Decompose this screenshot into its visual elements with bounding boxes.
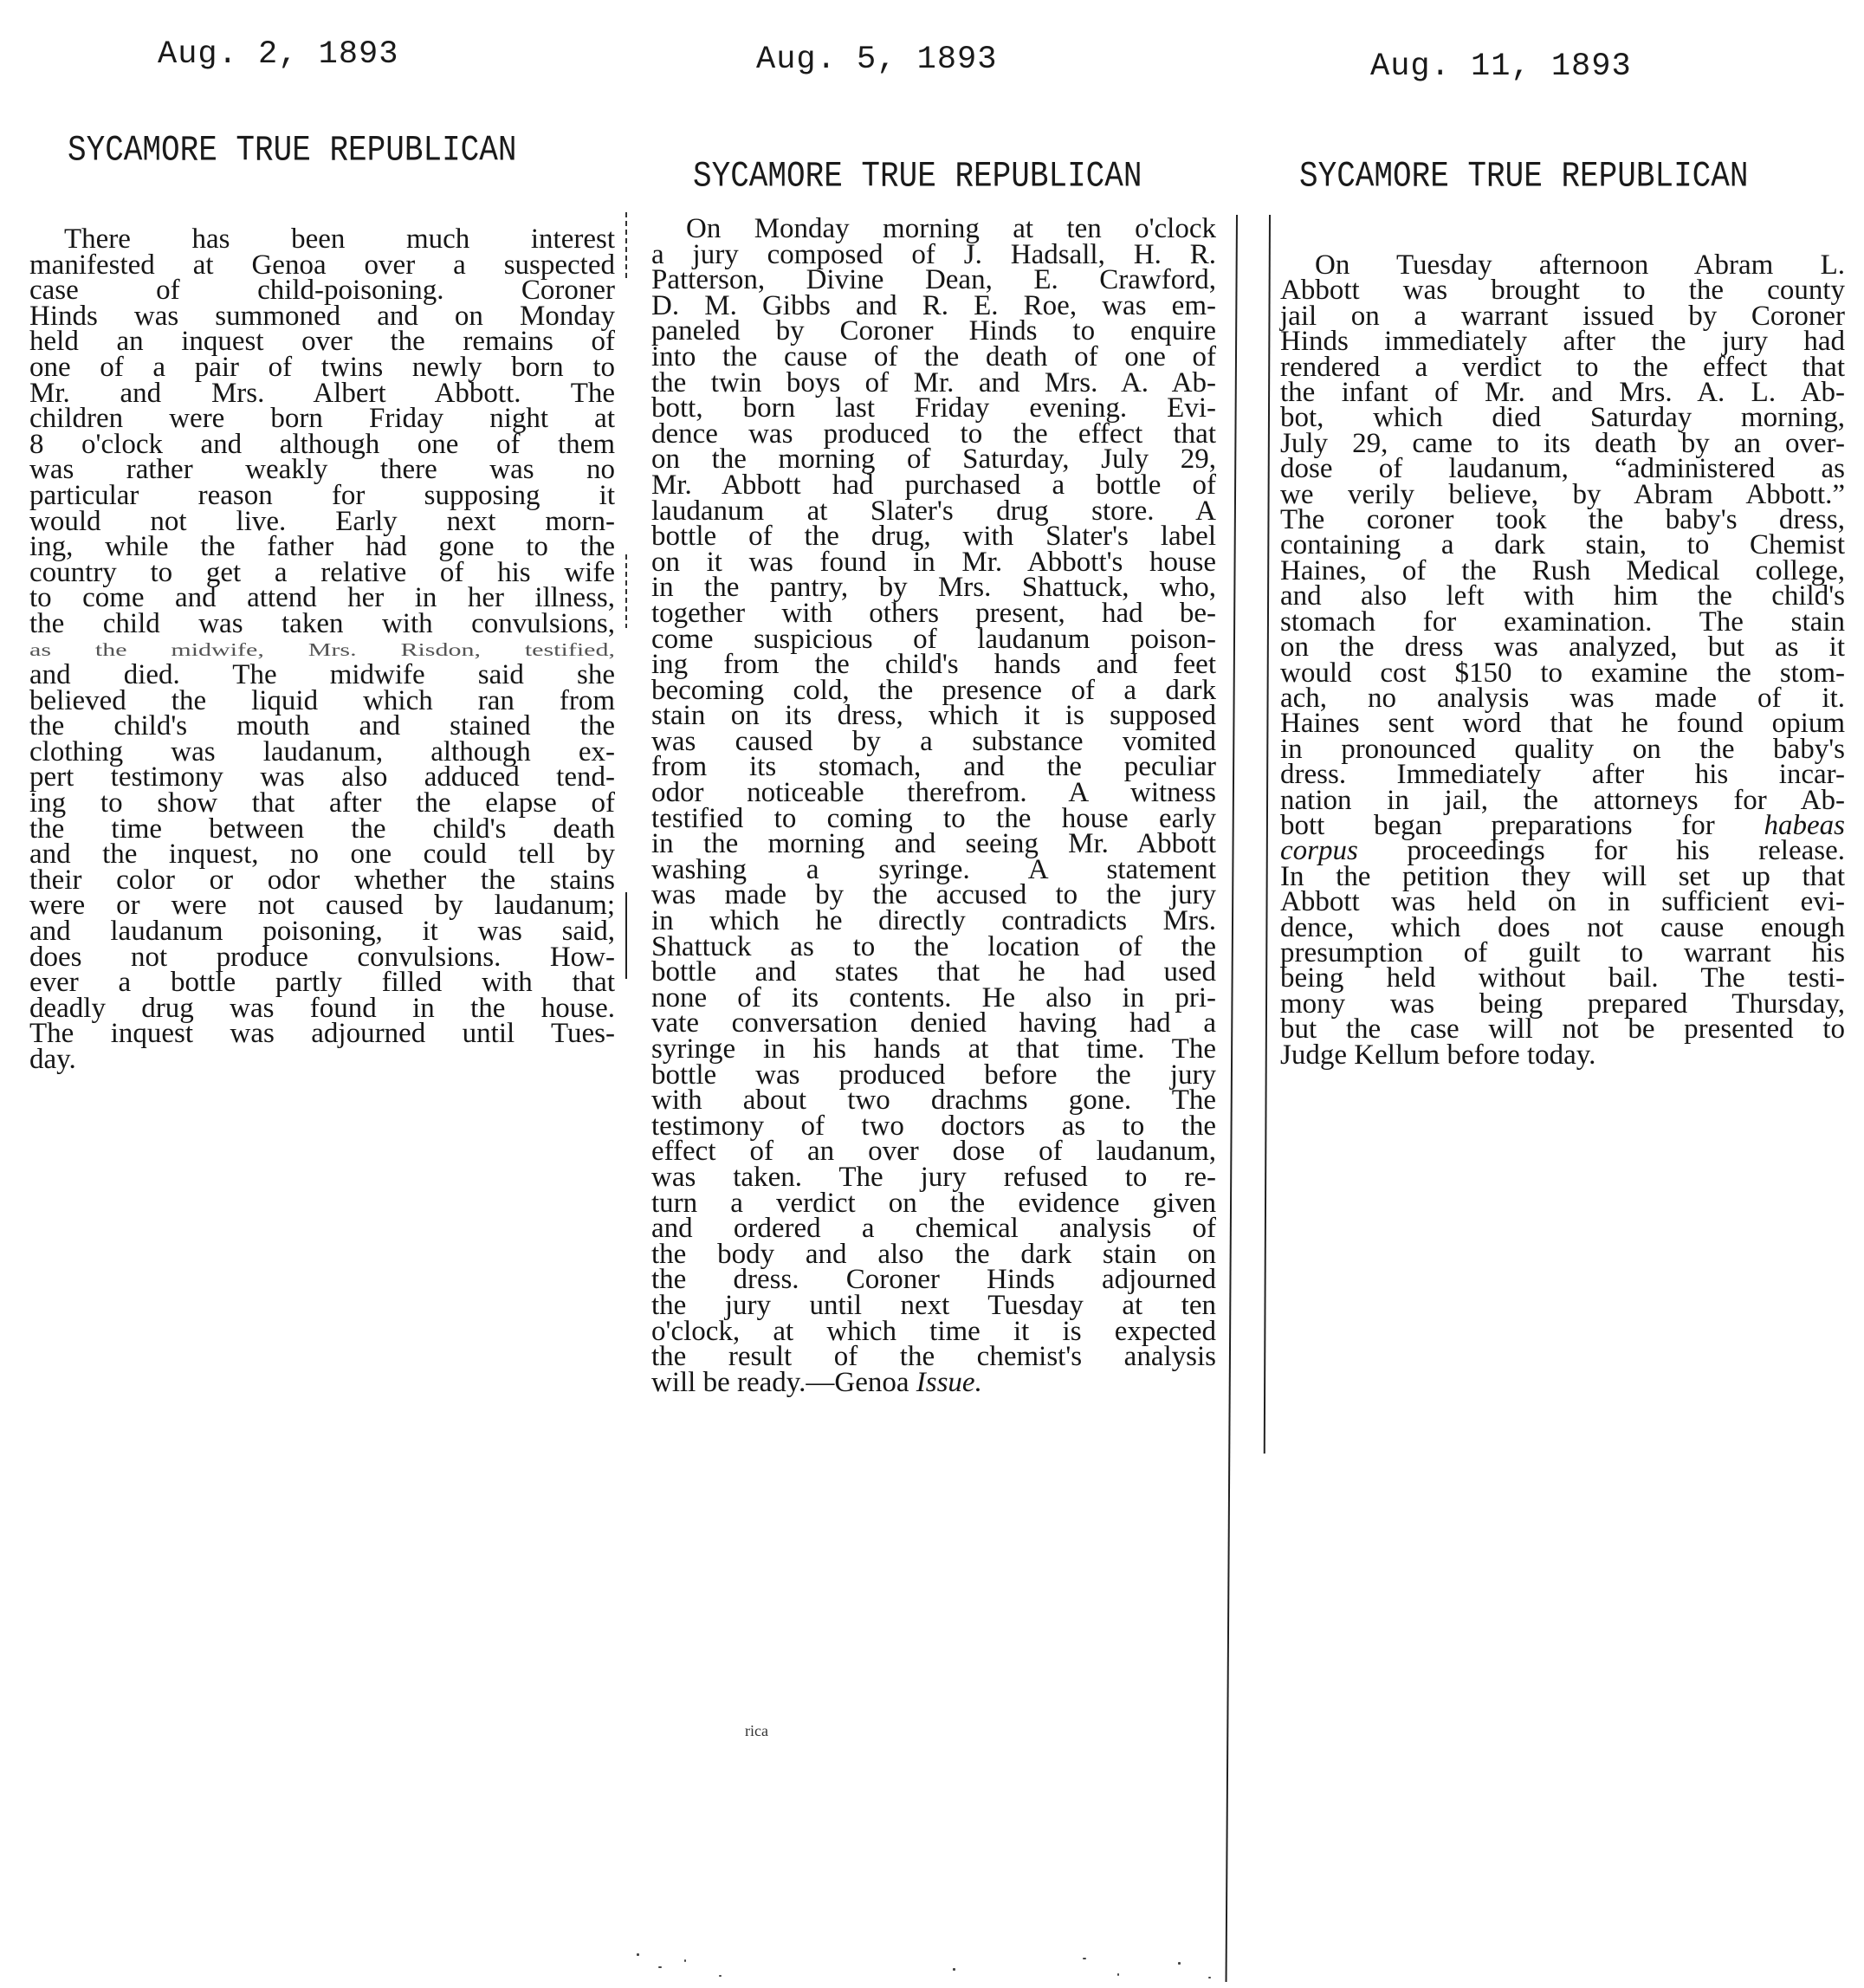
article-line: odor noticeable therefrom. A witness [651, 777, 1216, 809]
scan-speck [637, 1953, 639, 1956]
article-line: presumption of guilt to warrant his [1280, 936, 1845, 968]
date-column-2: Aug. 5, 1893 [756, 42, 998, 78]
article-line: into the cause of the death of one of [651, 340, 1216, 372]
article-line: and laudanum poisoning, it was said, [29, 916, 615, 948]
article-line: was taken. The jury refused to re- [651, 1161, 1216, 1193]
latin-term-habeas: habeas [1764, 809, 1845, 841]
article-line: in pronounced quality on the baby's [1280, 733, 1845, 765]
article-line: the child's mouth and stained the [29, 710, 615, 742]
article-line: paneled by Coroner Hinds to enquire [651, 315, 1216, 347]
article-line: dress. Immediately after his incar- [1280, 759, 1845, 791]
marginal-note: rica [745, 1722, 768, 1739]
date-column-3: Aug. 11, 1893 [1370, 49, 1632, 85]
article-line-final [651, 1366, 1216, 1398]
article-line: manifested at Genoa over a suspected [29, 249, 615, 281]
article-line: pert testimony was also adduced tend- [29, 761, 615, 793]
column-divider-1c [625, 892, 627, 979]
article-line: was made by the accused to the jury [651, 879, 1216, 911]
article-aug-5 [651, 213, 1216, 1398]
article-line: Judge Kellum before today. [1280, 1039, 1596, 1071]
article-line: ing, while the father had gone to the [29, 531, 615, 563]
article-line: testified to coming to the house early [651, 802, 1216, 834]
article-line: Haines, of the Rush Medical college, [1280, 554, 1845, 586]
article-line: one of a pair of twins newly born to [29, 351, 615, 383]
article-line: There has been much interest [64, 223, 615, 255]
article-line: clothing was laudanum, although ex- [29, 735, 615, 767]
article-line: mony was being prepared Thursday, [1280, 988, 1845, 1020]
article-line: ach, no analysis was made of it. [1280, 682, 1845, 714]
article-line: vate conversation denied having had a [651, 1007, 1216, 1039]
article-line: children were born Friday night at [29, 403, 615, 435]
article-line: their color or odor whether the stains [29, 864, 615, 896]
article-line: to come and attend her in her illness, [29, 582, 615, 614]
article-line: testimony of two doctors as to the [651, 1110, 1216, 1142]
article-line: and the inquest, no one could tell by [29, 839, 615, 871]
article-line: was rather weakly there was no [29, 454, 615, 486]
article-line: syringe in his hands at that time. The [651, 1033, 1216, 1065]
article-line: D. M. Gibbs and R. E. Roe, was em- [651, 289, 1216, 321]
article-line: July 29, came to its death by an over- [1280, 427, 1845, 459]
article-line: on the dress was analyzed, but as it [1280, 631, 1845, 664]
article-line: ever a bottle partly filled with that [29, 967, 615, 999]
article-line: Hinds was summoned and on Monday [29, 300, 615, 332]
scan-speck [684, 1959, 686, 1962]
article-line: bot, which died Saturday morning, [1280, 402, 1845, 434]
article-line: the body and also the dark stain on [651, 1238, 1216, 1270]
article-line: In the petition they will set up that [1280, 860, 1845, 892]
article-line: The coroner took the baby's dress, [1280, 504, 1845, 536]
article-line: were or were not caused by laudanum; [29, 890, 615, 922]
article-line: but the case will not be presented to [1280, 1013, 1845, 1046]
article-line: a jury composed of J. Hadsall, H. R. [651, 238, 1216, 270]
column-divider-3 [1264, 215, 1271, 1454]
article-line: Shattuck as to the location of the [651, 930, 1216, 962]
article-line: the result of the chemist's analysis [651, 1341, 1216, 1373]
article-line: the dress. Coroner Hinds adjourned [651, 1264, 1216, 1296]
article-line: none of its contents. He also in pri- [651, 981, 1216, 1013]
newspaper-title-column-2: SYCAMORE TRUE REPUBLICAN [693, 156, 1142, 198]
column-divider-1a [625, 212, 627, 282]
article-line: and died. The midwife said she [29, 659, 615, 691]
article-line: believed the liquid which ran from [29, 684, 615, 716]
article-line: ing to show that after the elapse of [29, 787, 615, 819]
newspaper-title-column-3: SYCAMORE TRUE REPUBLICAN [1299, 156, 1749, 198]
scan-speck [1083, 1958, 1086, 1959]
article-line: Abbott was brought to the county [1280, 275, 1845, 307]
article-line: the child was taken with convulsions, [29, 607, 615, 639]
article-line: bott, born last Friday evening. Evi- [651, 392, 1216, 424]
article-line: held an inquest over the remains of [29, 326, 615, 358]
article-line: the infant of Mr. and Mrs. A. L. Ab- [1280, 377, 1845, 409]
article-line: nation in jail, the attorneys for Ab- [1280, 784, 1845, 816]
scan-speck [1178, 1962, 1181, 1965]
article-line: bottle was produced before the jury [651, 1059, 1216, 1091]
article-line: Abbott was held on in sufficient evi- [1280, 886, 1845, 918]
article-line: particular reason for supposing it [29, 479, 615, 511]
article-line: does not produce convulsions. How- [29, 941, 615, 973]
article-line: day. [29, 1044, 76, 1075]
article-line: jail on a warrant issued by Coroner [1280, 300, 1845, 332]
article-line: would not live. Early next morn- [29, 505, 615, 537]
article-line: bottle of the drug, with Slater's label [651, 521, 1216, 553]
scan-speck [1208, 1977, 1211, 1978]
article-line: as the midwife, Mrs. Risdon, testified, [29, 639, 615, 660]
article-line: 8 o'clock and although one of them [29, 428, 615, 460]
article-line: Patterson, Divine Dean, E. Crawford, [651, 264, 1216, 296]
article-line: The inquest was adjourned until Tues- [29, 1018, 615, 1050]
article-line: with about two drachms gone. The [651, 1085, 1216, 1117]
article-line: from its stomach, and the peculiar [651, 751, 1216, 783]
article-line: in the pantry, by Mrs. Shattuck, who, [651, 572, 1216, 604]
article-line: On Monday morning at ten o'clock [686, 213, 1216, 244]
scan-speck [658, 1966, 662, 1968]
scan-speck [953, 1968, 955, 1971]
article-line: the time between the child's death [29, 813, 615, 845]
article-aug-11 [1280, 249, 1845, 1071]
date-column-1: Aug. 2, 1893 [158, 36, 399, 73]
article-line: the jury until next Tuesday at ten [651, 1289, 1216, 1321]
article-line: country to get a relative of his wife [29, 556, 615, 588]
article-line: o'clock, at which time it is expected [651, 1315, 1216, 1347]
article-line: stain on its dress, which it is supposed [651, 700, 1216, 732]
article-line: stomach for examination. The stain [1280, 605, 1845, 638]
article-line: come suspicious of laudanum poison- [651, 623, 1216, 655]
article-line: becoming cold, the presence of a dark [651, 674, 1216, 706]
article-line: and ordered a chemical analysis of [651, 1213, 1216, 1245]
article-line: On Tuesday afternoon Abram L. [1315, 249, 1845, 281]
article-line: laudanum at Slater's drug store. A [651, 495, 1216, 527]
article-line: Mr. Abbott had purchased a bottle of [651, 469, 1216, 501]
article-line: Mr. and Mrs. Albert Abbott. The [29, 377, 615, 409]
article-line: bottle and states that he had used [651, 956, 1216, 988]
article-text: bott began preparations for [1280, 809, 1764, 841]
article-line: in which he directly contradicts Mrs. [651, 905, 1216, 937]
article-line: dence, which does not cause enough [1280, 911, 1845, 943]
article-line: dose of laudanum, “administered as [1280, 453, 1845, 485]
article-line: dence was produced to the effect that [651, 418, 1216, 450]
column-divider-1b [625, 554, 627, 628]
article-closing-text: will be ready.—Genoa [651, 1366, 916, 1398]
column-divider-2 [1226, 215, 1238, 1982]
article-line: deadly drug was found in the house. [29, 992, 615, 1024]
article-line: being held without bail. The testi- [1280, 962, 1845, 994]
article-line: on the morning of Saturday, July 29, [651, 444, 1216, 476]
article-line: would cost $150 to examine the stom- [1280, 657, 1845, 689]
article-line: we verily believe, by Abram Abbott.” [1280, 478, 1845, 510]
article-line: turn a verdict on the evidence given [651, 1187, 1216, 1219]
article-line: Hinds immediately after the jury had [1280, 326, 1845, 358]
scan-speck [1117, 1973, 1119, 1976]
article-line: together with others present, had be- [651, 597, 1216, 629]
article-line: the twin boys of Mr. and Mrs. A. Ab- [651, 366, 1216, 398]
scan-speck [719, 1975, 722, 1977]
article-line: case of child-poisoning. Coroner [29, 275, 615, 307]
article-line: effect of an over dose of laudanum, [651, 1136, 1216, 1168]
source-attribution: Issue. [916, 1366, 982, 1398]
article-line: washing a syringe. A statement [651, 853, 1216, 885]
article-line: was caused by a substance vomited [651, 725, 1216, 757]
article-line: in the morning and seeing Mr. Abbott [651, 828, 1216, 860]
article-line: Haines sent word that he found opium [1280, 708, 1845, 740]
article-line: rendered a verdict to the effect that [1280, 351, 1845, 383]
newspaper-title-column-1: SYCAMORE TRUE REPUBLICAN [68, 130, 517, 172]
article-aug-2 [29, 223, 615, 1075]
latin-term-corpus: corpus [1280, 835, 1358, 867]
article-line: containing a dark stain, to Chemist [1280, 529, 1845, 561]
article-line: and also left with him the child's [1280, 580, 1845, 612]
article-line: on it was found in Mr. Abbott's house [651, 546, 1216, 578]
article-text: proceedings for his release. [1407, 835, 1845, 867]
article-line: ing from the child's hands and feet [651, 649, 1216, 681]
